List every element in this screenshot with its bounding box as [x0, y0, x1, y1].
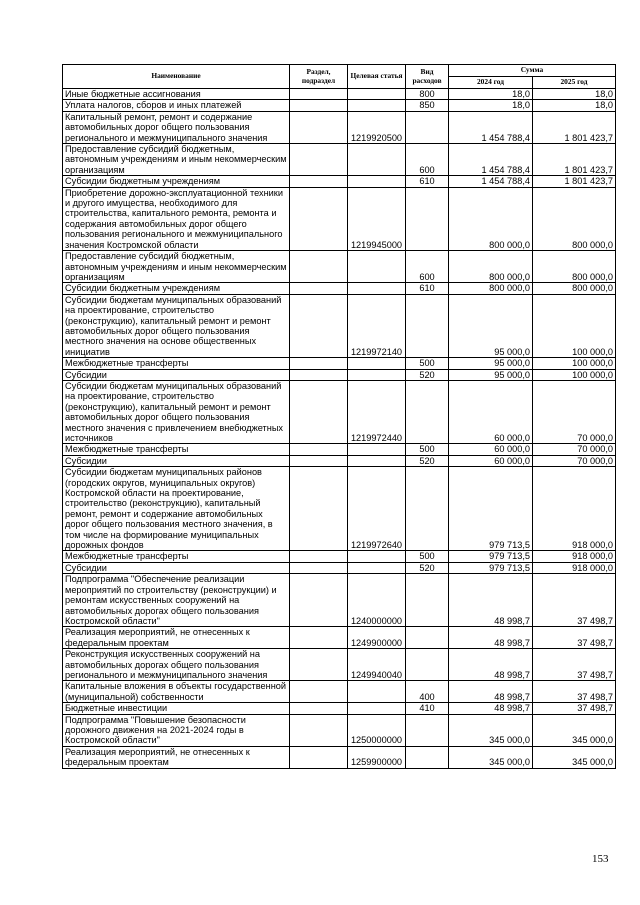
table-row	[63, 746, 616, 768]
cell-y2024: 18,0	[449, 100, 533, 111]
cell-name: Субсидии	[63, 455, 290, 466]
cell-target: 1219945000	[348, 187, 406, 250]
cell-target	[348, 444, 406, 455]
cell-type: 800	[406, 89, 449, 100]
cell-name: Иные бюджетные ассигнования	[63, 89, 290, 100]
cell-target: 1259900000	[348, 746, 406, 768]
cell-name: Реализация мероприятий, не отнесенных к федеральным проектам	[63, 746, 290, 768]
cell-section	[290, 380, 348, 443]
cell-type: 500	[406, 551, 449, 562]
table-row	[63, 144, 616, 176]
cell-section	[290, 681, 348, 703]
cell-y2025: 100 000,0	[533, 369, 616, 380]
cell-target	[348, 251, 406, 283]
cell-type	[406, 627, 449, 649]
cell-y2024: 1 454 788,4	[449, 176, 533, 187]
cell-name: Субсидии бюджетам муниципальных районов (городских округов, муниципальных округов) Костромской области на проектирование, строительство (реконструкцию), капитальный ремонт, ремонт и содержание автомобильных дорог общего пользования местного значения, в том числе на формирование муниципальных дорожных фондов	[63, 467, 290, 551]
cell-y2024: 800 000,0	[449, 251, 533, 283]
cell-section	[290, 714, 348, 746]
cell-section	[290, 551, 348, 562]
cell-name: Приобретение дорожно-эксплуатационной техники и другого имущества, необходимого для строительства, капитального ремонта, ремонта и содержания автомобильных дорог общего пользования регионального и межмуниципального значения Костромской области	[63, 187, 290, 250]
cell-target: 1219972640	[348, 467, 406, 551]
cell-target	[348, 703, 406, 714]
cell-y2025: 37 498,7	[533, 627, 616, 649]
cell-type	[406, 111, 449, 143]
budget-table	[62, 64, 616, 769]
table-row	[63, 358, 616, 369]
cell-y2024: 1 454 788,4	[449, 144, 533, 176]
table-row	[63, 681, 616, 703]
table-row	[63, 551, 616, 562]
table-row	[63, 703, 616, 714]
table-row	[63, 251, 616, 283]
cell-y2025: 1 801 423,7	[533, 176, 616, 187]
cell-name: Капитальные вложения в объекты государственной (муниципальной) собственности	[63, 681, 290, 703]
cell-y2024: 95 000,0	[449, 294, 533, 357]
cell-y2025: 37 498,7	[533, 649, 616, 681]
cell-y2024: 979 713,5	[449, 551, 533, 562]
cell-type	[406, 714, 449, 746]
table-row	[63, 380, 616, 443]
table-row	[63, 369, 616, 380]
cell-type	[406, 467, 449, 551]
cell-name: Субсидии бюджетным учреждениям	[63, 176, 290, 187]
table-row	[63, 562, 616, 573]
cell-name: Межбюджетные трансферты	[63, 551, 290, 562]
cell-y2025: 1 801 423,7	[533, 111, 616, 143]
cell-target: 1219972140	[348, 294, 406, 357]
cell-y2024: 48 998,7	[449, 681, 533, 703]
cell-y2024: 60 000,0	[449, 444, 533, 455]
cell-y2024: 60 000,0	[449, 380, 533, 443]
cell-section	[290, 89, 348, 100]
cell-y2024: 345 000,0	[449, 714, 533, 746]
cell-y2024: 18,0	[449, 89, 533, 100]
header-type: Вид расходов	[406, 65, 449, 89]
cell-section	[290, 111, 348, 143]
header-target: Целевая статья	[348, 65, 406, 89]
cell-y2024: 48 998,7	[449, 703, 533, 714]
cell-type: 500	[406, 444, 449, 455]
table-row	[63, 187, 616, 250]
cell-y2024: 800 000,0	[449, 187, 533, 250]
cell-target	[348, 681, 406, 703]
cell-y2025: 800 000,0	[533, 283, 616, 294]
cell-name: Субсидии	[63, 562, 290, 573]
cell-section	[290, 649, 348, 681]
cell-target	[348, 562, 406, 573]
cell-y2024: 800 000,0	[449, 283, 533, 294]
cell-type: 610	[406, 176, 449, 187]
cell-section	[290, 187, 348, 250]
cell-y2025: 918 000,0	[533, 551, 616, 562]
cell-y2024: 95 000,0	[449, 369, 533, 380]
table-row	[63, 294, 616, 357]
cell-section	[290, 467, 348, 551]
cell-target: 1250000000	[348, 714, 406, 746]
cell-type: 520	[406, 369, 449, 380]
table-row	[63, 283, 616, 294]
cell-y2025: 800 000,0	[533, 187, 616, 250]
cell-name: Предоставление субсидий бюджетным, автономным учреждениям и иным некоммерческим организациям	[63, 251, 290, 283]
cell-name: Субсидии	[63, 369, 290, 380]
table-row	[63, 574, 616, 627]
cell-target	[348, 283, 406, 294]
cell-y2025: 37 498,7	[533, 681, 616, 703]
cell-target: 1249900000	[348, 627, 406, 649]
cell-y2024: 979 713,5	[449, 467, 533, 551]
cell-section	[290, 294, 348, 357]
header-section: Раздел, подраздел	[290, 65, 348, 89]
cell-name: Межбюджетные трансферты	[63, 358, 290, 369]
cell-type	[406, 380, 449, 443]
cell-section	[290, 100, 348, 111]
cell-section	[290, 369, 348, 380]
cell-y2025: 18,0	[533, 89, 616, 100]
cell-name: Межбюджетные трансферты	[63, 444, 290, 455]
cell-type: 410	[406, 703, 449, 714]
cell-y2024: 1 454 788,4	[449, 111, 533, 143]
cell-type	[406, 649, 449, 681]
cell-y2025: 345 000,0	[533, 746, 616, 768]
cell-y2025: 37 498,7	[533, 574, 616, 627]
cell-target: 1219920500	[348, 111, 406, 143]
cell-target	[348, 176, 406, 187]
cell-section	[290, 746, 348, 768]
table-row	[63, 111, 616, 143]
cell-y2025: 345 000,0	[533, 714, 616, 746]
cell-name: Субсидии бюджетным учреждениям	[63, 283, 290, 294]
cell-y2025: 18,0	[533, 100, 616, 111]
cell-name: Субсидии бюджетам муниципальных образований на проектирование, строительство (реконструкцию), капитальный ремонт и ремонт автомобильных дорог общего пользования местного значения с привлечением внебюджетных источников	[63, 380, 290, 443]
cell-y2025: 37 498,7	[533, 703, 616, 714]
cell-section	[290, 144, 348, 176]
cell-type: 610	[406, 283, 449, 294]
cell-section	[290, 444, 348, 455]
cell-target: 1219972440	[348, 380, 406, 443]
cell-target	[348, 455, 406, 466]
cell-section	[290, 562, 348, 573]
table-body	[63, 89, 616, 769]
cell-y2025: 1 801 423,7	[533, 144, 616, 176]
cell-section	[290, 251, 348, 283]
table-row	[63, 176, 616, 187]
cell-section	[290, 627, 348, 649]
table-header	[63, 65, 616, 89]
cell-target	[348, 144, 406, 176]
header-year-2024: 2024 год	[449, 77, 533, 89]
page-number: 153	[592, 853, 609, 865]
cell-type	[406, 746, 449, 768]
cell-section	[290, 176, 348, 187]
cell-type: 500	[406, 358, 449, 369]
cell-name: Уплата налогов, сборов и иных платежей	[63, 100, 290, 111]
cell-section	[290, 358, 348, 369]
cell-y2025: 70 000,0	[533, 380, 616, 443]
cell-section	[290, 703, 348, 714]
cell-name: Субсидии бюджетам муниципальных образований на проектирование, строительство (реконструкцию), капитальный ремонт и ремонт автомобильных дорог общего пользования местного значения на основе общественных инициатив	[63, 294, 290, 357]
cell-section	[290, 574, 348, 627]
table-row	[63, 455, 616, 466]
cell-name: Бюджетные инвестиции	[63, 703, 290, 714]
table-row	[63, 444, 616, 455]
table-row	[63, 467, 616, 551]
cell-target: 1249940040	[348, 649, 406, 681]
cell-type: 600	[406, 251, 449, 283]
cell-target	[348, 89, 406, 100]
cell-y2025: 918 000,0	[533, 562, 616, 573]
cell-target	[348, 358, 406, 369]
cell-type: 520	[406, 455, 449, 466]
cell-target	[348, 100, 406, 111]
cell-y2024: 345 000,0	[449, 746, 533, 768]
header-sum: Сумма	[449, 65, 616, 77]
cell-type	[406, 187, 449, 250]
cell-target: 1240000000	[348, 574, 406, 627]
cell-type: 600	[406, 144, 449, 176]
header-year-2025: 2025 год	[533, 77, 616, 89]
cell-target	[348, 551, 406, 562]
cell-y2025: 70 000,0	[533, 455, 616, 466]
cell-type: 520	[406, 562, 449, 573]
cell-type: 400	[406, 681, 449, 703]
cell-name: Реализация мероприятий, не отнесенных к федеральным проектам	[63, 627, 290, 649]
table-row	[63, 627, 616, 649]
cell-y2025: 100 000,0	[533, 294, 616, 357]
cell-y2025: 800 000,0	[533, 251, 616, 283]
cell-y2024: 48 998,7	[449, 574, 533, 627]
cell-name: Подпрограмма "Обеспечение реализации мероприятий по строительству (реконструкции) и ремонтам искусственных сооружений на автомобильных дорогах общего пользования Костромской области"	[63, 574, 290, 627]
cell-type	[406, 574, 449, 627]
cell-name: Подпрограмма "Повышение безопасности дорожного движения на 2021-2024 годы в Костромской области"	[63, 714, 290, 746]
header-name: Наименование	[63, 65, 290, 89]
cell-y2025: 70 000,0	[533, 444, 616, 455]
cell-name: Реконструкция искусственных сооружений на автомобильных дорогах общего пользования регионального и межмуниципального значения	[63, 649, 290, 681]
cell-name: Капитальный ремонт, ремонт и содержание автомобильных дорог общего пользования регионального и межмуниципального значения	[63, 111, 290, 143]
cell-y2025: 918 000,0	[533, 467, 616, 551]
table-row	[63, 100, 616, 111]
cell-y2025: 100 000,0	[533, 358, 616, 369]
cell-section	[290, 283, 348, 294]
cell-y2024: 95 000,0	[449, 358, 533, 369]
cell-y2024: 979 713,5	[449, 562, 533, 573]
cell-y2024: 48 998,7	[449, 649, 533, 681]
table-row	[63, 89, 616, 100]
table-row	[63, 714, 616, 746]
cell-type: 850	[406, 100, 449, 111]
cell-section	[290, 455, 348, 466]
cell-y2024: 48 998,7	[449, 627, 533, 649]
cell-y2024: 60 000,0	[449, 455, 533, 466]
cell-target	[348, 369, 406, 380]
cell-name: Предоставление субсидий бюджетным, автономным учреждениям и иным некоммерческим организациям	[63, 144, 290, 176]
table-row	[63, 649, 616, 681]
cell-type	[406, 294, 449, 357]
